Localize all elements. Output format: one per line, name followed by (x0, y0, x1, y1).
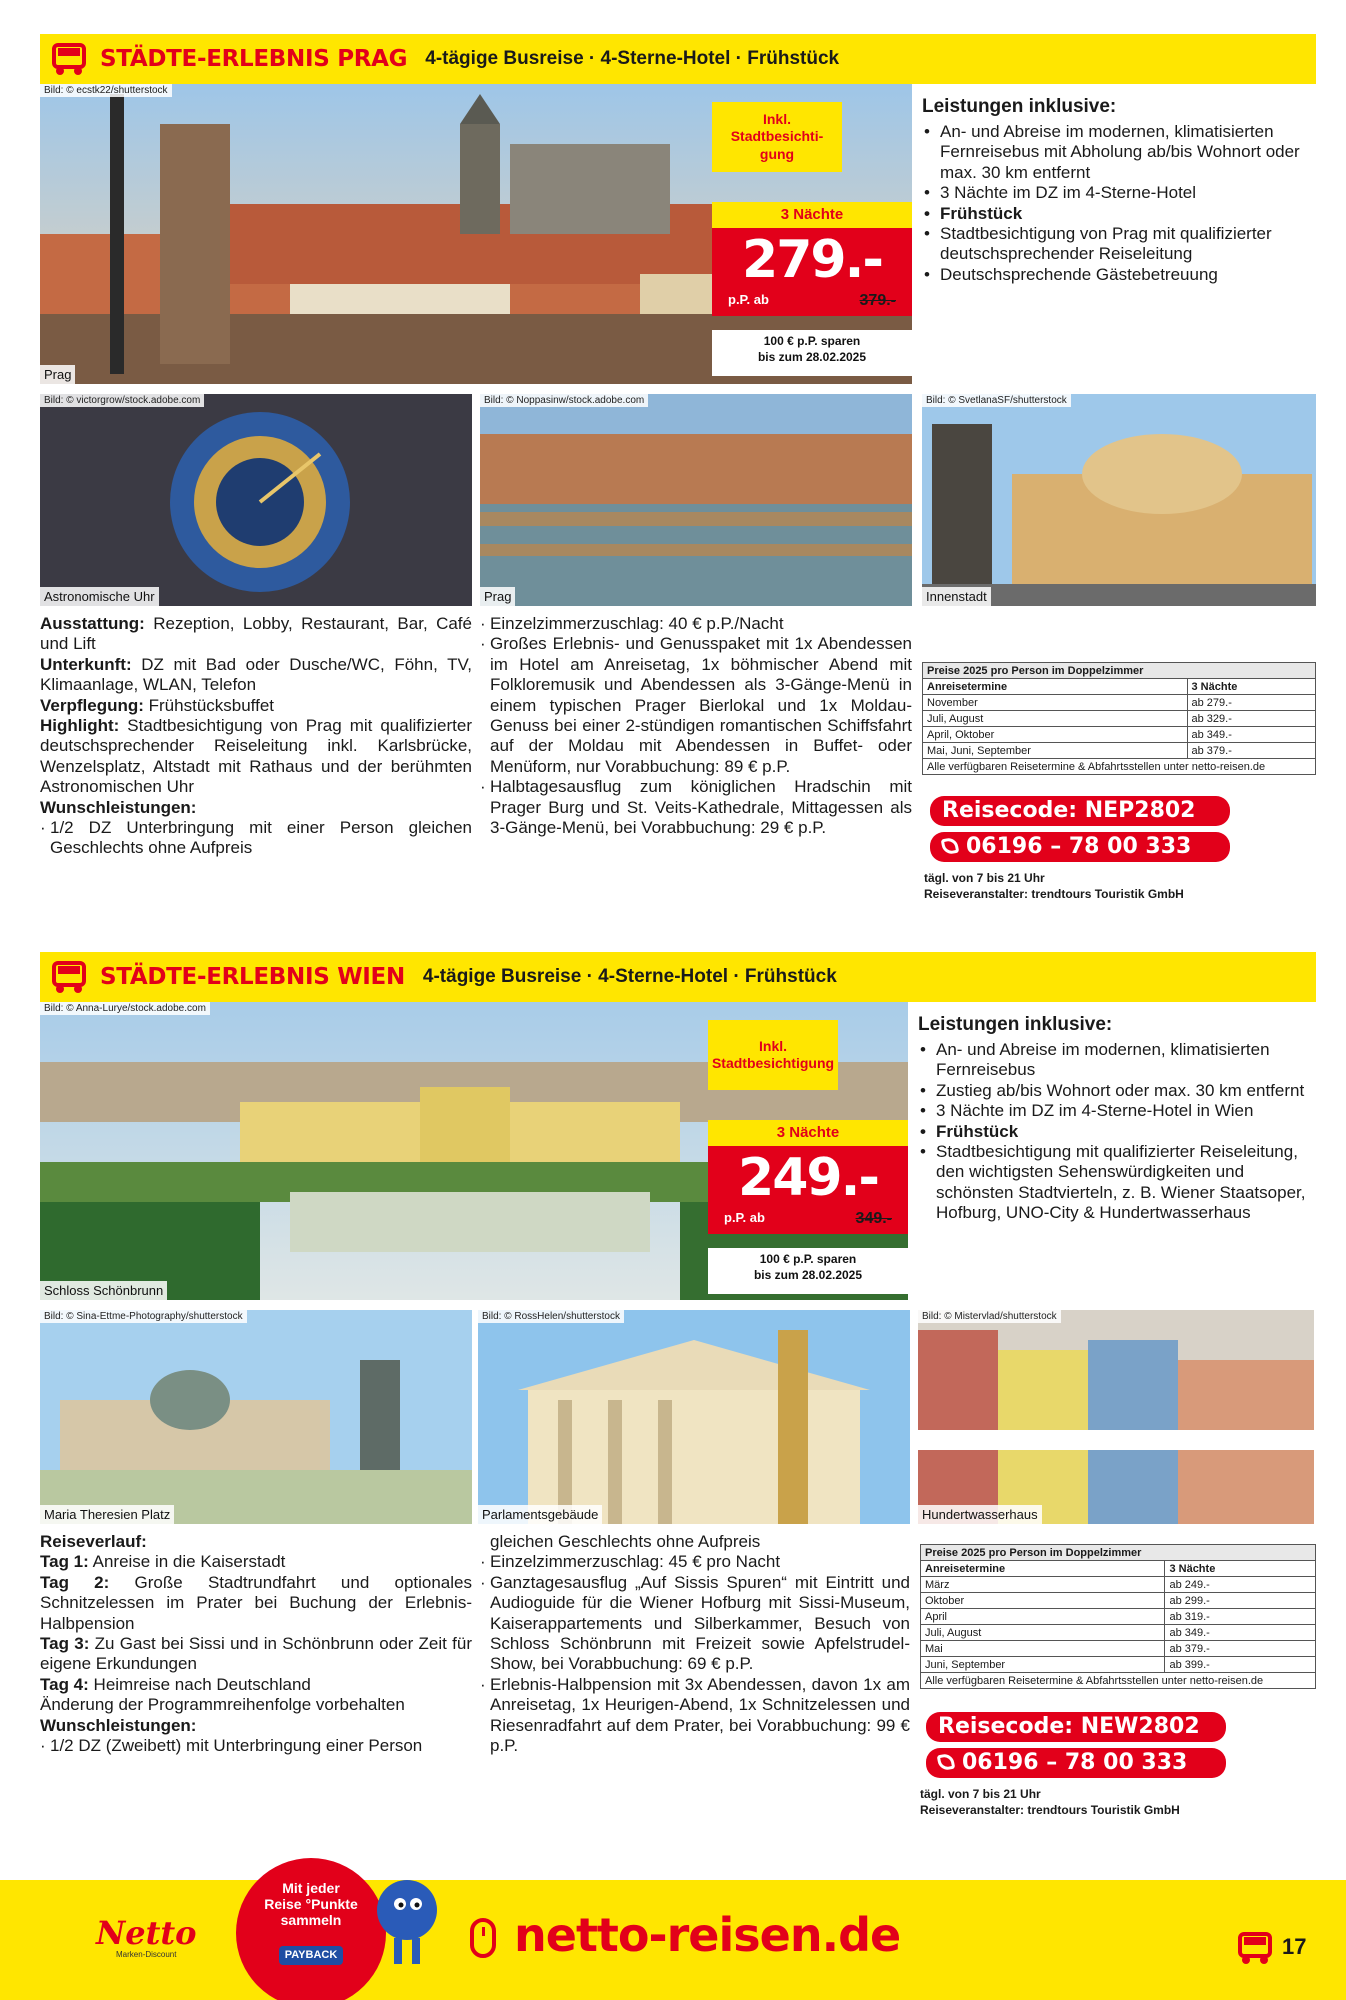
tag-text: Zu Gast bei Sissi und in Schönbrunn oder Zeit für eigene Erkundungen (40, 1633, 472, 1674)
tag-label: Tag 4: (40, 1674, 89, 1694)
photo-caption: Parlamentsgebäude (478, 1505, 602, 1524)
leistung-item: • 3 Nächte im DZ im 4-Sterne-Hotel (922, 183, 1316, 203)
reiseverlauf-label: Reiseverlauf: (40, 1532, 147, 1551)
wien-leistungen-list (918, 1040, 1316, 1224)
wien-leistungen-title: Leistungen inklusive: (918, 1014, 1113, 1035)
verpflegung-text: Frühstücksbuffet (148, 695, 274, 715)
photo-credit: Bild: © victorgrow/stock.adobe.com (40, 394, 204, 407)
prag-banner (40, 34, 1316, 84)
photo-credit: Bild: © Anna-Lurye/stock.adobe.com (40, 1002, 210, 1015)
photo-caption: Prag (480, 587, 515, 606)
mouse-icon (470, 1918, 496, 1958)
photo-caption: Hundertwasserhaus (918, 1505, 1042, 1524)
nights-label: 3 Nächte (708, 1120, 908, 1146)
prag-price-table (922, 662, 1316, 775)
extra-item: · Ganztagesausflug „Auf Sissis Spuren“ mit Eintritt und Audioguide für die Wiener Hofburg mit Sissi-Museum, Kaiserappartements und Silberkammer, Besuch von Schloss Schönbrunn mit Freizeit sowie Apfelstrudel-Show, bei Vorabbuchung: 69 € p.P. (480, 1573, 910, 1675)
hours-text: tägl. von 7 bis 21 Uhr (920, 1787, 1041, 1801)
payback-line: sammeln (280, 1912, 342, 1929)
logo-subtext: Marken-Discount (116, 1950, 177, 1959)
extra-item: · Erlebnis-Halbpension mit 3x Abendessen, davon 1x am Anreisetag, 1x Heurigen-Abend, 1x Schnitzelessen und Riesenradfahrt auf dem Prater, bei Vorabbuchung: 99 € p.P. (480, 1675, 910, 1757)
table-cell: ab 349.- (1165, 1625, 1316, 1641)
save-date: bis zum 28.02.2025 (753, 1267, 863, 1282)
ausstattung-text: Rezeption, Lobby, Restaurant, Bar, Café und Lift (40, 614, 472, 654)
prag-leistungen-list (922, 122, 1316, 285)
bus-icon (50, 43, 88, 75)
wien-contact-info (920, 1786, 1180, 1818)
page-number: 17 (1282, 1934, 1307, 1959)
prag-photo-innenstadt (922, 394, 1316, 606)
leistung-item: • An- und Abreise im modernen, klimatisierten Fernreisebus mit Abholung ab/bis Wohnort oder max. 30 km entfernt (922, 122, 1316, 183)
leistung-item: • Stadtbesichtigung von Prag mit qualifizierter deutschsprechender Reiseleitung (922, 224, 1316, 265)
table-cell: April (921, 1609, 1165, 1625)
prag-price: 279.- (742, 230, 882, 290)
table-cell: Juli, August (921, 1625, 1165, 1641)
wien-subtitle: 4-tägige Busreise · 4-Sterne-Hotel · Frühstück (422, 966, 837, 987)
photo-caption: Schloss Schönbrunn (40, 1281, 167, 1300)
phone-icon (937, 1753, 956, 1772)
table-cell: ab 279.- (1187, 695, 1316, 711)
table-cell: November (923, 695, 1188, 711)
table-cell: Oktober (921, 1593, 1165, 1609)
photo-credit: Bild: © Sina-Ettme-Photography/shutterstock (40, 1310, 247, 1323)
highlight-text: Stadtbesichtigung von Prag mit qualifizierter deutschsprechender Reiseleitung inkl. Karlsbrücke, Wenzelsplatz, Altstadt mit Rathaus und der berühmten Astronomischen Uhr (40, 715, 472, 797)
bus-icon (50, 961, 88, 993)
astronomical-clock-image (40, 394, 472, 606)
table-header: 3 Nächte (1187, 679, 1316, 695)
wunschleistung-item: · 1/2 DZ (Zweibett) mit Unterbringung einer Person (40, 1736, 472, 1756)
prag-reisecode: Reisecode: NEP2802 (930, 796, 1230, 826)
unterkunft-label: Unterkunft: (40, 654, 132, 674)
table-caption: Preise 2025 pro Person im Doppelzimmer (921, 1545, 1316, 1561)
table-cell: April, Oktober (923, 727, 1188, 743)
wien-old-price: 349.- (855, 1210, 892, 1227)
extra-continuation: gleichen Geschlechts ohne Aufpreis (490, 1532, 761, 1551)
pp-ab-label: p.P. ab (728, 292, 769, 307)
leistung-item: • 3 Nächte im DZ im 4-Sterne-Hotel in Wien (918, 1101, 1316, 1121)
extra-item: · Halbtagesausflug zum königlichen Hradschin mit Prager Burg und St. Veits-Kathedrale, Mittagessen als 3-Gänge-Menü, bei Vorabbuchung: 29 € p.P. (480, 777, 912, 838)
wien-price-table (920, 1544, 1316, 1689)
save-line: 100 € p.P. sparen (763, 334, 861, 348)
photo-credit: Bild: © Noppasinw/stock.adobe.com (480, 394, 648, 407)
wien-banner (40, 952, 1316, 1002)
nights-label: 3 Nächte (712, 202, 912, 228)
bus-icon (1236, 1932, 1274, 1964)
leistung-item: • Deutschsprechende Gästebetreuung (922, 265, 1316, 285)
wien-price: 249.- (738, 1148, 878, 1208)
tag-text: Große Stadtrundfahrt und optionales Schnitzelessen im Prater bei Buchung der Erlebnis-Halbpension (40, 1572, 472, 1633)
leistung-item: • Stadtbesichtigung mit qualifizierter Reiseleitung, den wichtigsten Sehenswürdigkeiten und schönsten Stadtvierteln, z. B. Wiener Staatsoper, Hofburg, UNO-City & Hundertwasserhaus (918, 1142, 1316, 1224)
table-row (921, 1625, 1316, 1641)
ausstattung-label: Ausstattung: (40, 614, 145, 633)
photo-credit: Bild: © Mistervlad/shutterstock (918, 1310, 1061, 1323)
tag-label: Tag 1: (40, 1552, 89, 1572)
extra-item: · Einzelzimmerzuschlag: 45 € pro Nacht (480, 1552, 910, 1572)
table-cell: ab 349.- (1187, 727, 1316, 743)
photo-credit: Bild: © SvetlanaSF/shutterstock (922, 394, 1071, 407)
payback-mascot-icon (372, 1870, 442, 1970)
prag-photo-bridges (480, 394, 912, 606)
wien-save-note (708, 1248, 908, 1294)
page-footer (0, 1880, 1346, 2000)
prag-contact-info (924, 870, 1184, 902)
payback-logo: PAYBACK (279, 1946, 344, 1965)
save-date: bis zum 28.02.2025 (757, 349, 867, 364)
wien-itinerary (40, 1532, 472, 1756)
table-cell: ab 379.- (1187, 743, 1316, 759)
table-row (923, 743, 1316, 759)
prag-leistungen-title: Leistungen inklusive: (922, 96, 1117, 117)
website-link[interactable]: netto-reisen.de (514, 1908, 901, 1962)
table-header: 3 Nächte (1165, 1561, 1316, 1577)
prag-old-price: 379.- (859, 292, 896, 309)
hundertwasserhaus-image (918, 1310, 1314, 1524)
table-header: Anreisetermine (921, 1561, 1165, 1577)
table-header: Anreisetermine (923, 679, 1188, 695)
wien-title: STÄDTE-ERLEBNIS WIEN (100, 964, 405, 990)
photo-caption: Innenstadt (922, 587, 991, 606)
table-row (923, 695, 1316, 711)
wien-phone[interactable] (926, 1748, 1226, 1778)
leistung-item: • Zustieg ab/bis Wohnort oder max. 30 km entfernt (918, 1081, 1316, 1101)
wien-photo-hundertwasserhaus (918, 1310, 1314, 1524)
logo-text: Netto (96, 1914, 197, 1952)
table-cell: ab 299.- (1165, 1593, 1316, 1609)
tag-label: Tag 2: (40, 1572, 110, 1592)
veranstalter-text: Reiseveranstalter: trendtours Touristik GmbH (920, 1803, 1180, 1818)
netto-logo[interactable] (96, 1914, 197, 1959)
table-cell: ab 399.- (1165, 1657, 1316, 1673)
table-caption: Preise 2025 pro Person im Doppelzimmer (923, 663, 1316, 679)
leistung-item: • An- und Abreise im modernen, klimatisierten Fernreisebus (918, 1040, 1316, 1081)
prag-extras-list (480, 614, 912, 838)
table-cell: Juni, September (921, 1657, 1165, 1673)
veranstalter-text: Reiseveranstalter: trendtours Touristik GmbH (924, 887, 1184, 902)
pp-ab-label: p.P. ab (724, 1210, 765, 1225)
table-cell: Mai (921, 1641, 1165, 1657)
prag-photo-astronomische-uhr (40, 394, 472, 606)
tag-label: Tag 3: (40, 1633, 90, 1653)
save-line: 100 € p.P. sparen (759, 1252, 857, 1266)
table-cell: Mai, Juni, September (923, 743, 1188, 759)
wien-price-box (708, 1120, 908, 1234)
wien-stadtbesichtigung-badge: Inkl. Stadtbesichtigung (708, 1020, 838, 1090)
prag-price-box (712, 202, 912, 316)
wien-photo-parlament (478, 1310, 910, 1524)
tag-text: Heimreise nach Deutschland (93, 1674, 311, 1694)
table-row (921, 1641, 1316, 1657)
prag-subtitle: 4-tägige Busreise · 4-Sterne-Hotel · Frühstück (425, 48, 840, 69)
table-footnote: Alle verfügbaren Reisetermine & Abfahrtsstellen unter netto-reisen.de (923, 759, 1316, 775)
highlight-label: Highlight: (40, 715, 120, 735)
table-cell: Juli, August (923, 711, 1188, 727)
payback-line: Mit jeder (282, 1880, 340, 1896)
prague-bridges-image (480, 394, 912, 606)
aenderung-note: Änderung der Programmreihenfolge vorbehalten (40, 1695, 405, 1715)
unterkunft-text: DZ mit Bad oder Dusche/WC, Föhn, TV, Klimaanlage, WLAN, Telefon (40, 654, 472, 695)
table-row (923, 711, 1316, 727)
tag-text: Anreise in die Kaiserstadt (92, 1552, 286, 1572)
table-footnote: Alle verfügbaren Reisetermine & Abfahrtsstellen unter netto-reisen.de (921, 1673, 1316, 1689)
prag-hotel-details (40, 614, 472, 859)
extra-item: · Großes Erlebnis- und Genusspaket mit 1x Abendessen im Hotel am Anreisetag, 1x böhmischer Abend mit Folkloremusik und Abendessen als 3-Gänge-Menü in einem typischen Prager Bierlokal und 1x Moldau-Genuss bei einer 2-stündigen romantischen Schiffsfahrt auf der Moldau mit Abendessen in Buffet- oder Menüform, nur Vorabbuchung: 89 € p.P. (480, 634, 912, 777)
leistung-item: • Frühstück (918, 1122, 1316, 1142)
maria-theresien-platz-image (40, 1310, 472, 1524)
leistung-item: • Frühstück (922, 204, 1316, 224)
prag-save-note (712, 330, 912, 376)
photo-caption: Prag (40, 365, 75, 384)
table-cell: ab 249.- (1165, 1577, 1316, 1593)
prag-title: STÄDTE-ERLEBNIS PRAG (100, 46, 408, 72)
phone-number: 06196 – 78 00 333 (962, 1750, 1188, 1775)
wien-reisecode: Reisecode: NEW2802 (926, 1712, 1226, 1742)
parliament-building-image (478, 1310, 910, 1524)
table-cell: März (921, 1577, 1165, 1593)
photo-caption: Astronomische Uhr (40, 587, 159, 606)
prag-stadtbesichtigung-badge: Inkl. Stadtbesichti-gung (712, 102, 842, 172)
table-row (921, 1609, 1316, 1625)
wien-extras (480, 1532, 910, 1756)
photo-credit: Bild: © RossHelen/shutterstock (478, 1310, 624, 1323)
table-row (921, 1593, 1316, 1609)
verpflegung-label: Verpflegung: (40, 695, 144, 715)
prague-old-town-image (922, 394, 1316, 606)
hours-text: tägl. von 7 bis 21 Uhr (924, 871, 1045, 885)
wunschleistungen-label: Wunschleistungen: (40, 1715, 197, 1735)
table-cell: ab 379.- (1165, 1641, 1316, 1657)
phone-number: 06196 – 78 00 333 (966, 834, 1192, 859)
payback-line: Reise °Punkte (264, 1896, 358, 1913)
table-row (921, 1577, 1316, 1593)
photo-credit: Bild: © ecstk22/shutterstock (40, 84, 172, 97)
table-row (921, 1657, 1316, 1673)
extra-item: · Einzelzimmerzuschlag: 40 € p.P./Nacht (480, 614, 912, 634)
wunschleistung-item: · 1/2 DZ Unterbringung mit einer Person gleichen Geschlechts ohne Aufpreis (40, 818, 472, 859)
table-cell: ab 329.- (1187, 711, 1316, 727)
wien-photo-maria-theresien-platz (40, 1310, 472, 1524)
table-cell: ab 319.- (1165, 1609, 1316, 1625)
photo-caption: Maria Theresien Platz (40, 1505, 174, 1524)
prag-phone[interactable] (930, 832, 1230, 862)
table-row (923, 727, 1316, 743)
phone-icon (941, 837, 960, 856)
payback-promo (236, 1858, 386, 2000)
wunschleistungen-label: Wunschleistungen: (40, 797, 197, 817)
